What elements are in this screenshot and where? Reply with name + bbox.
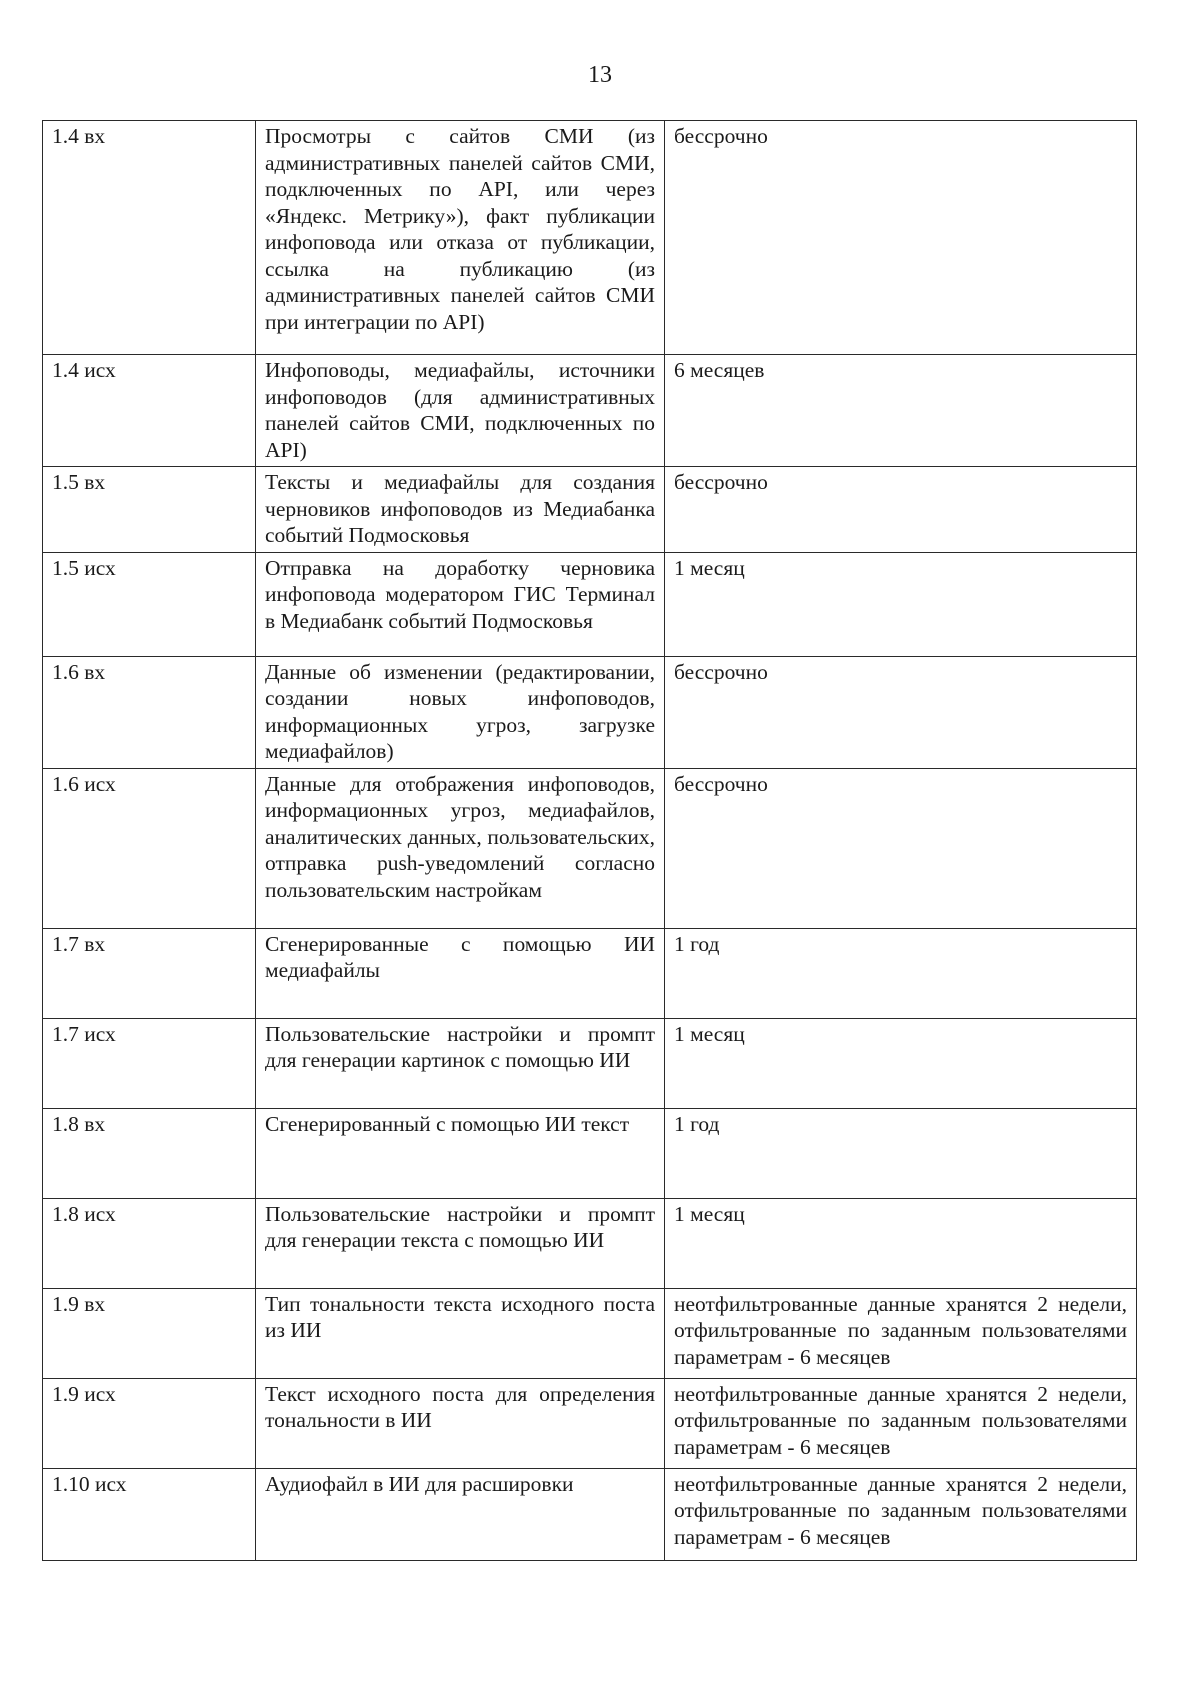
row-description: Данные об изменении (редактировании, создании новых инфоповодов, информационных угроз, загрузке медиафайлов)	[256, 656, 665, 768]
row-retention-term: 6 месяцев	[665, 355, 1137, 467]
row-retention-term: бессрочно	[665, 467, 1137, 553]
row-description: Инфоповоды, медиафайлы, источники инфоповодов (для административных панелей сайтов СМИ, подключенных по API)	[256, 355, 665, 467]
row-code: 1.5 исх	[43, 552, 256, 656]
table-row	[43, 1468, 1137, 1560]
table-row	[43, 467, 1137, 553]
row-retention-term: бессрочно	[665, 768, 1137, 928]
row-code: 1.4 вх	[43, 121, 256, 355]
row-code: 1.9 вх	[43, 1288, 256, 1378]
row-retention-term: 1 месяц	[665, 1198, 1137, 1288]
row-retention-term: неотфильтрованные данные хранятся 2 недели, отфильтрованные по заданным пользователями параметрам - 6 месяцев	[665, 1378, 1137, 1468]
row-retention-term: 1 месяц	[665, 1018, 1137, 1108]
row-description: Сгенерированный с помощью ИИ текст	[256, 1108, 665, 1198]
row-code: 1.7 вх	[43, 928, 256, 1018]
row-code: 1.7 исх	[43, 1018, 256, 1108]
row-code: 1.8 вх	[43, 1108, 256, 1198]
row-code: 1.5 вх	[43, 467, 256, 553]
row-code: 1.4 исх	[43, 355, 256, 467]
row-code: 1.6 вх	[43, 656, 256, 768]
table-row	[43, 768, 1137, 928]
data-retention-table	[42, 120, 1137, 1561]
row-description: Отправка на доработку черновика инфоповода модератором ГИС Терминал в Медиабанк событий Подмосковья	[256, 552, 665, 656]
table-row	[43, 121, 1137, 355]
row-code: 1.9 исх	[43, 1378, 256, 1468]
table-row	[43, 928, 1137, 1018]
table-row	[43, 355, 1137, 467]
table-row	[43, 1378, 1137, 1468]
row-code: 1.8 исх	[43, 1198, 256, 1288]
row-retention-term: неотфильтрованные данные хранятся 2 недели, отфильтрованные по заданным пользователями параметрам - 6 месяцев	[665, 1468, 1137, 1560]
table-row	[43, 1198, 1137, 1288]
row-retention-term: 1 месяц	[665, 552, 1137, 656]
row-retention-term: 1 год	[665, 928, 1137, 1018]
row-description: Пользовательские настройки и промпт для генерации картинок с помощью ИИ	[256, 1018, 665, 1108]
row-description: Пользовательские настройки и промпт для генерации текста с помощью ИИ	[256, 1198, 665, 1288]
row-description: Аудиофайл в ИИ для расшировки	[256, 1468, 665, 1560]
row-code: 1.10 исх	[43, 1468, 256, 1560]
table-row	[43, 552, 1137, 656]
row-description: Данные для отображения инфоповодов, информационных угроз, медиафайлов, аналитических данных, пользовательских, отправка push-уведомлений согласно пользовательским настройкам	[256, 768, 665, 928]
row-retention-term: неотфильтрованные данные хранятся 2 недели, отфильтрованные по заданным пользователями параметрам - 6 месяцев	[665, 1288, 1137, 1378]
row-description: Сгенерированные с помощью ИИ медиафайлы	[256, 928, 665, 1018]
row-retention-term: бессрочно	[665, 121, 1137, 355]
table-row	[43, 1288, 1137, 1378]
row-description: Просмотры с сайтов СМИ (из административных панелей сайтов СМИ, подключенных по API, или через «Яндекс. Метрику»), факт публикации инфоповода или отказа от публикации, ссылка на публикацию (из административных панелей сайтов СМИ при интеграции по API)	[256, 121, 665, 355]
table-row	[43, 656, 1137, 768]
page-number: 13	[588, 62, 612, 88]
row-retention-term: 1 год	[665, 1108, 1137, 1198]
row-code: 1.6 исх	[43, 768, 256, 928]
row-description: Текст исходного поста для определения тональности в ИИ	[256, 1378, 665, 1468]
table-row	[43, 1018, 1137, 1108]
row-description: Тексты и медиафайлы для создания черновиков инфоповодов из Медиабанка событий Подмосковья	[256, 467, 665, 553]
row-retention-term: бессрочно	[665, 656, 1137, 768]
table-row	[43, 1108, 1137, 1198]
row-description: Тип тональности текста исходного поста из ИИ	[256, 1288, 665, 1378]
